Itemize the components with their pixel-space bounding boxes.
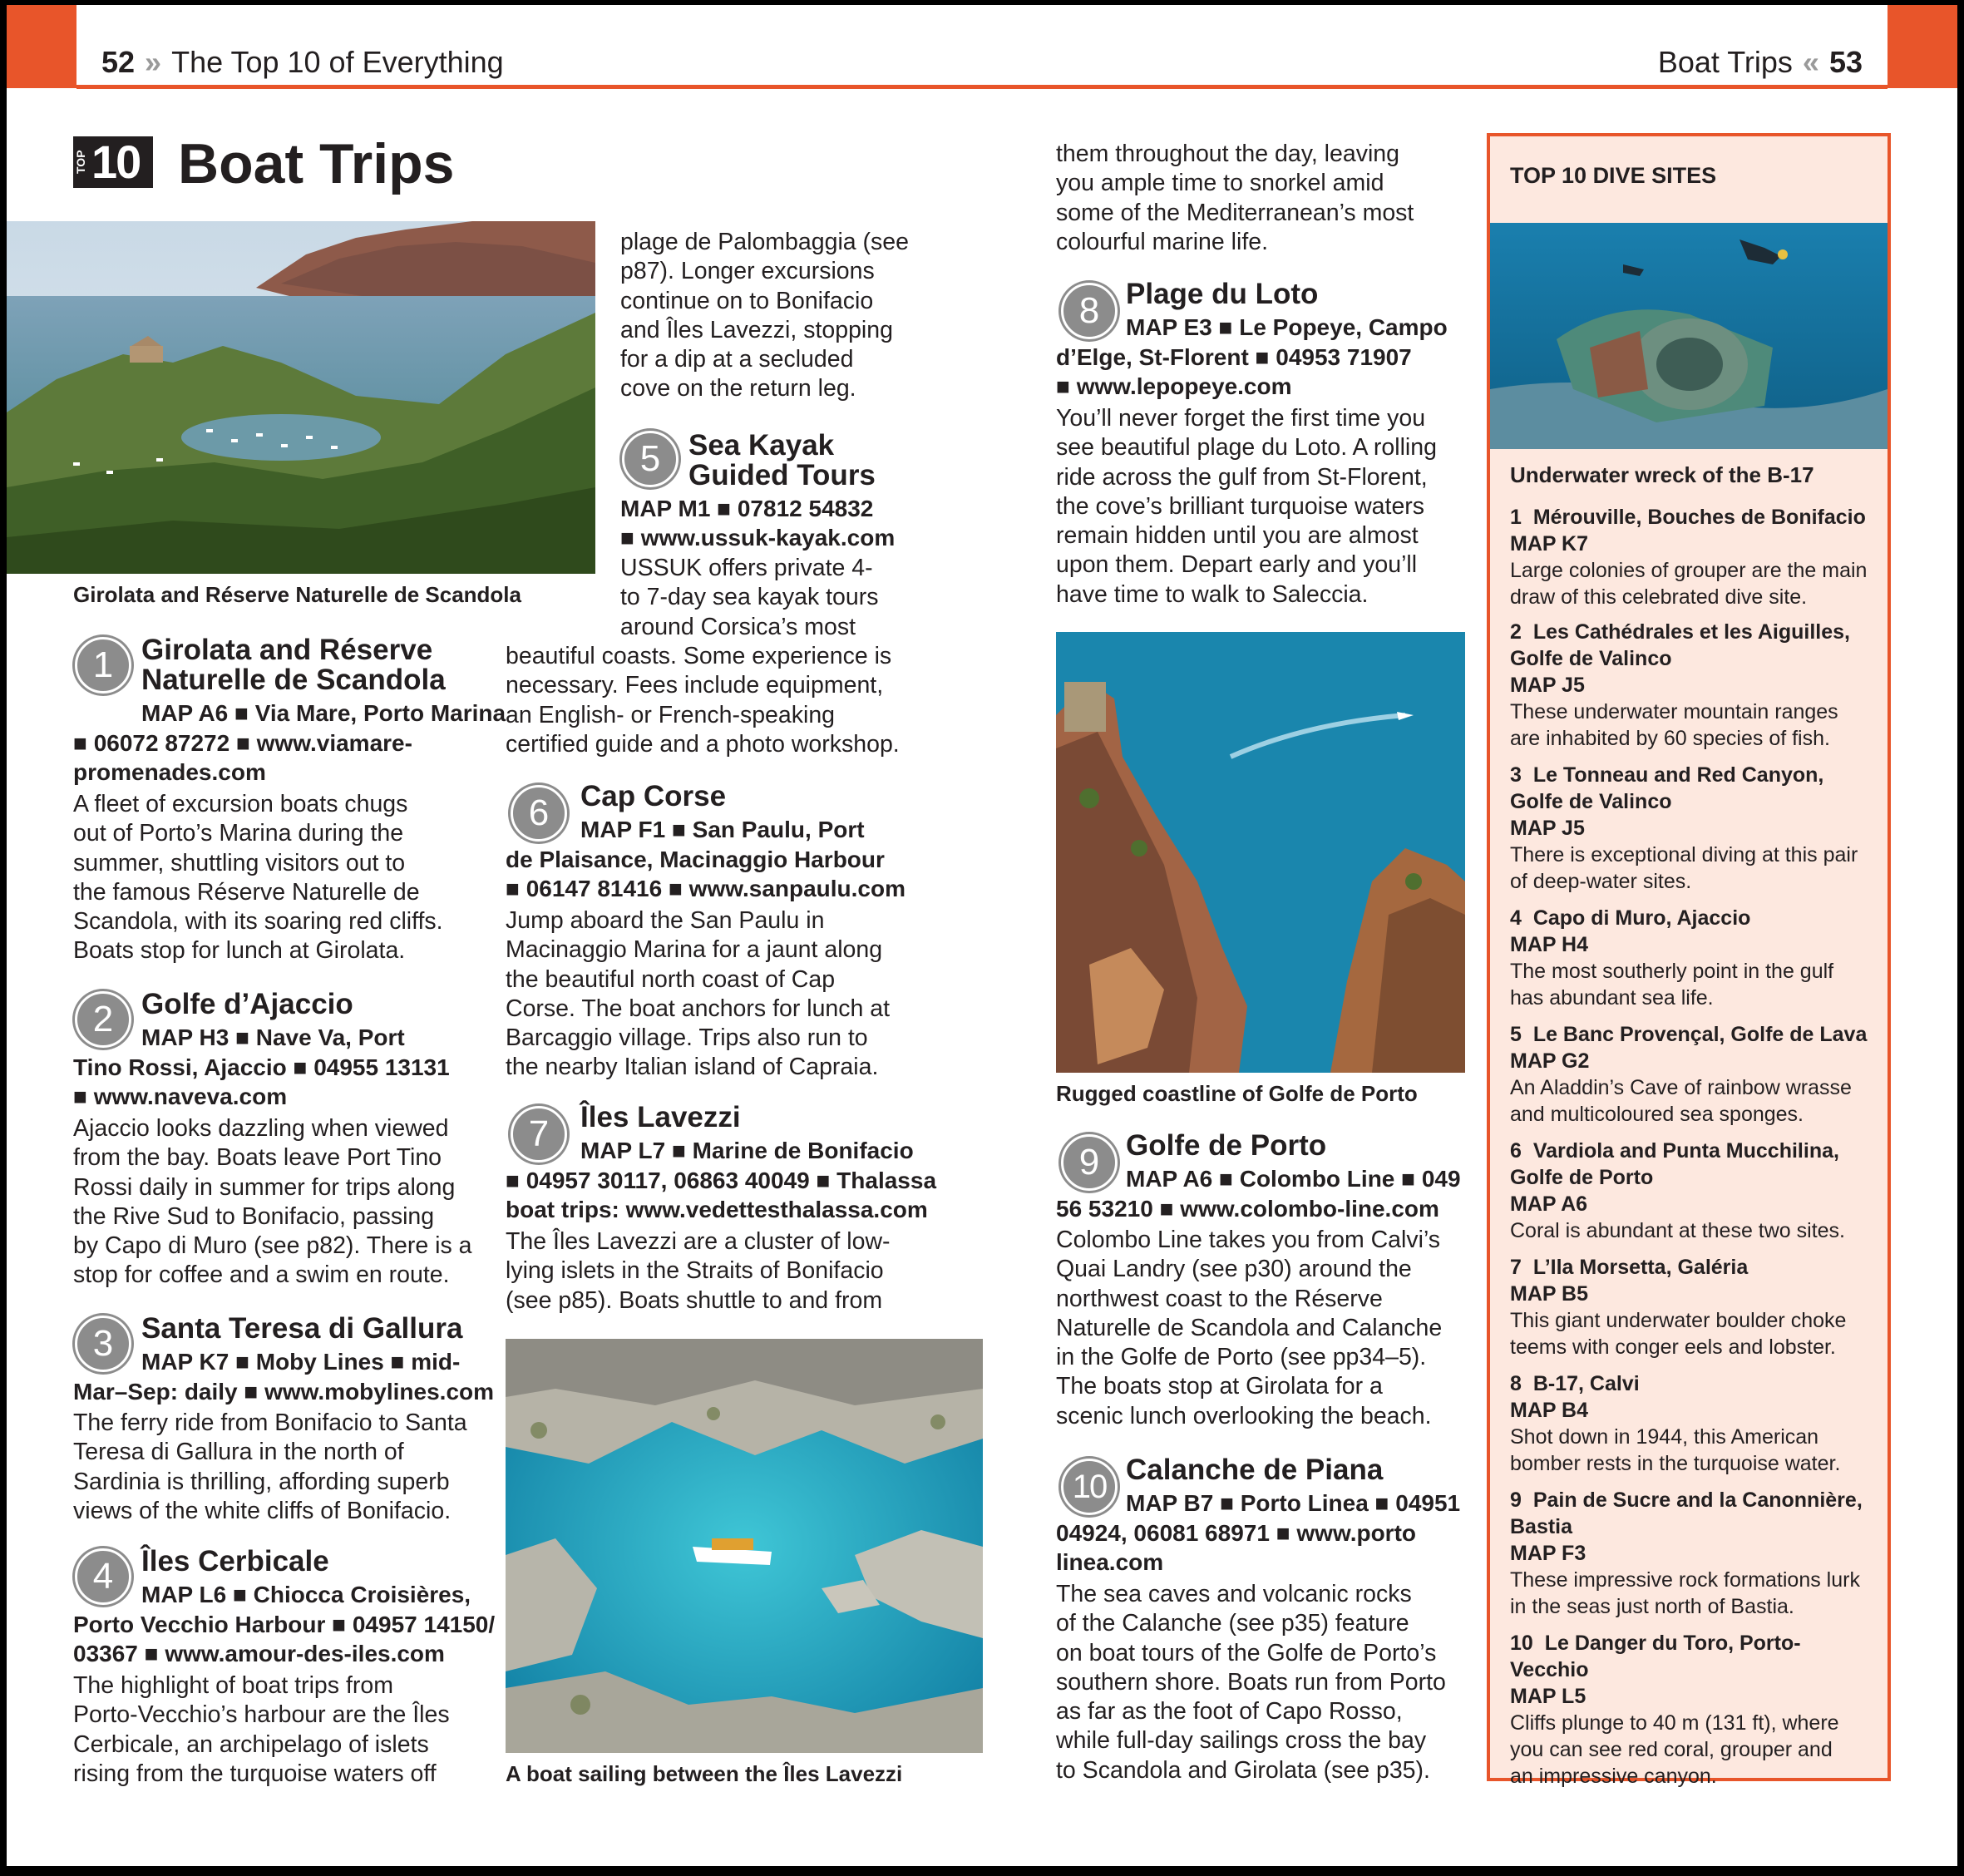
dive-site-name <box>1510 905 1876 931</box>
body-line: upon them. Depart early and you’ll <box>1056 551 1418 579</box>
meta-line: promenades.com <box>73 759 266 786</box>
dive-site-map: MAP A6 <box>1510 1192 1588 1216</box>
body-line: remain hidden until you are almost <box>1056 522 1419 550</box>
dive-site-7 <box>1510 1254 1876 1360</box>
dive-site-number: 2 <box>1510 620 1522 644</box>
dive-site-6 <box>1510 1138 1876 1244</box>
top10-logo-top: TOP <box>74 150 87 175</box>
body-line: Jump aboard the San Paulu in <box>506 907 825 934</box>
dive-site-map: MAP B4 <box>1510 1399 1589 1422</box>
body-line: rising from the turquoise waters off <box>73 1760 437 1787</box>
dive-site-name-text: Golfe de Valinco <box>1510 790 1672 813</box>
dive-site-4 <box>1510 905 1876 1011</box>
body-line: Teresa di Gallura in the north of <box>73 1439 404 1466</box>
body-line: beautiful coasts. Some experience is <box>506 643 892 669</box>
entry-title-line: Guided Tours <box>688 459 876 491</box>
dive-site-name-text: Capo di Muro, Ajaccio <box>1532 906 1751 930</box>
entry-body <box>506 906 971 1083</box>
body-line: while full-day sailings cross the bay <box>1056 1727 1427 1755</box>
meta-line: MAP A6 ■ Colombo Line ■ 049 <box>1126 1166 1461 1192</box>
meta-line: d’Elge, St-Florent ■ 04953 71907 <box>1056 344 1412 370</box>
body-line: p87). Longer excursions <box>620 258 875 285</box>
entry-body <box>1056 1226 1472 1431</box>
body-line: continue on to Bonifacio <box>620 287 874 314</box>
meta-line: Mar–Sep: daily ■ www.mobylines.com <box>73 1379 495 1405</box>
meta-line: MAP A6 ■ Via Mare, Porto Marina <box>141 700 506 726</box>
body-line: the nearby Italian island of Capraia. <box>506 1054 879 1081</box>
body-line: Barcaggio village. Trips also run to <box>506 1024 868 1052</box>
body-line: Quai Landry (see p30) around the <box>1056 1256 1412 1283</box>
photo-caption-girolata: Girolata and Réserve Naturelle de Scandola <box>73 582 521 607</box>
entry-number-badge: 10 <box>1061 1459 1118 1515</box>
dive-site-desc: Cliffs plunge to 40 m (131 ft), where <box>1510 1711 1839 1735</box>
entry-meta-cont <box>1056 1194 1472 1223</box>
landscape-illustration <box>7 221 595 574</box>
dive-site-map: MAP L5 <box>1510 1685 1586 1708</box>
body-line: to 7-day sea kayak tours <box>620 584 879 611</box>
entry-title: Plage du Loto <box>1126 278 1319 310</box>
entry-body <box>73 790 522 966</box>
entry-body-wrap <box>620 554 970 642</box>
dive-site-number: 4 <box>1510 906 1522 930</box>
entry-number-badge: 7 <box>511 1106 567 1163</box>
body-line: The Îles Lavezzi are a cluster of low- <box>506 1228 891 1255</box>
entry-body <box>1056 1580 1472 1785</box>
body-line: Scandola, with its soaring red cliffs. <box>73 908 443 936</box>
dive-site-desc: Coral is abundant at these two sites. <box>1510 1219 1846 1242</box>
body-line: The ferry ride from Bonifacio to Santa <box>73 1409 467 1436</box>
dive-site-name-text: Bastia <box>1510 1515 1573 1538</box>
entry-meta <box>1126 1164 1475 1193</box>
entry-meta <box>620 494 970 553</box>
meta-line: 56 53210 ■ www.colombo-line.com <box>1056 1196 1439 1222</box>
body-line: around Corsica’s most <box>620 613 856 640</box>
photo-caption-porto: Rugged coastline of Golfe de Porto <box>1056 1081 1418 1106</box>
meta-line: Porto Vecchio Harbour ■ 04957 14150/ <box>73 1612 496 1637</box>
top10-logo <box>73 136 153 188</box>
entry-number-badge: 8 <box>1061 283 1118 339</box>
body-line: southern shore. Boats run from Porto <box>1056 1668 1446 1696</box>
dive-site-desc: These impressive rock formations lurk <box>1510 1568 1860 1592</box>
body-line: necessary. Fees include equipment, <box>506 672 884 699</box>
photo-b17-wreck <box>1490 223 1888 449</box>
entry-meta <box>1126 313 1475 342</box>
entry-number-badge: 9 <box>1061 1134 1118 1191</box>
page-number-right: 53 <box>1828 45 1863 79</box>
body-line: have time to walk to Saleccia. <box>1056 580 1369 608</box>
entry-meta-cont <box>73 1377 522 1406</box>
entry-number-badge: 6 <box>511 785 567 842</box>
dive-site-name-text: B-17, Calvi <box>1532 1372 1640 1395</box>
entry-number-badge: 2 <box>75 991 131 1048</box>
body-line: an English- or French-speaking <box>506 701 836 728</box>
body-line: Sardinia is thrilling, affording superb <box>73 1468 450 1495</box>
dive-site-name-text: Le Danger du Toro, Porto-Vecchio <box>1510 1632 1801 1681</box>
body-line: see beautiful plage du Loto. A rolling <box>1056 434 1437 462</box>
entry-meta <box>580 815 980 844</box>
wreck-illustration <box>1490 223 1888 449</box>
dive-site-number: 1 <box>1510 506 1522 529</box>
meta-line: MAP E3 ■ Le Popeye, Campo <box>1126 314 1448 340</box>
body-line: by Capo di Muro (see p82). There is a <box>73 1232 472 1260</box>
dive-site-5 <box>1510 1021 1876 1128</box>
dive-site-desc: This giant underwater boulder choke <box>1510 1309 1847 1332</box>
dive-site-name <box>1510 1021 1876 1048</box>
entry-body <box>73 1671 522 1789</box>
meta-line: MAP F1 ■ San Paulu, Port <box>580 817 865 842</box>
dive-site-name-text: Golfe de Valinco <box>1510 647 1672 670</box>
entry-title-line: Girolata and Réserve <box>141 634 433 666</box>
entry-title-line: Sea Kayak <box>688 429 835 462</box>
body-line: as far as the foot of Capo Rosso, <box>1056 1698 1403 1725</box>
body-line: the Rive Sud to Bonifacio, passing <box>73 1202 435 1230</box>
body-line: stop for coffee and a swim en route. <box>73 1261 450 1289</box>
dive-site-desc: and multicoloured sea sponges. <box>1510 1103 1804 1126</box>
body-line: in the Golfe de Porto (see pp34–5). <box>1056 1344 1427 1371</box>
body-line: Ajaccio looks dazzling when viewed <box>73 1115 449 1142</box>
body-line: You’ll never forget the first time you <box>1056 405 1426 432</box>
body-line: colourful marine life. <box>1056 228 1269 255</box>
dive-site-name <box>1510 1138 1876 1164</box>
dive-site-desc: These underwater mountain ranges <box>1510 700 1838 723</box>
body-line: them throughout the day, leaving <box>1056 141 1399 167</box>
entry-body <box>1056 404 1472 610</box>
body-line: some of the Mediterranean’s most <box>1056 199 1414 226</box>
dive-site-name-text: Le Banc Provençal, Golfe de Lava <box>1532 1023 1868 1046</box>
dive-site-name <box>1510 1254 1876 1281</box>
entry-meta-cont <box>73 1610 539 1669</box>
body-line: the famous Réserve Naturelle de <box>73 878 420 906</box>
book-spread <box>7 5 1957 1866</box>
dive-site-desc: An Aladdin’s Cave of rainbow wrasse <box>1510 1076 1852 1099</box>
continued-text-col2 <box>620 228 920 404</box>
meta-line: 03367 ■ www.amour-des-iles.com <box>73 1641 445 1667</box>
dive-site-name-text: Mérouville, Bouches de Bonifacio <box>1532 506 1866 529</box>
body-line: Corse. The boat anchors for lunch at <box>506 995 891 1022</box>
body-line: A fleet of excursion boats chugs <box>73 791 408 817</box>
meta-line: MAP B7 ■ Porto Linea ■ 04951 <box>1126 1490 1461 1516</box>
meta-line: MAP M1 ■ 07812 54832 <box>620 496 874 521</box>
dive-site-name-text: Le Tonneau and Red Canyon, <box>1532 763 1824 787</box>
entry-title-line: Naturelle de Scandola <box>141 664 446 696</box>
page-title: Boat Trips <box>178 132 455 195</box>
dive-site-number: 7 <box>1510 1256 1522 1279</box>
entry-meta-cont <box>1056 343 1472 402</box>
islands-illustration <box>506 1339 983 1753</box>
meta-line: de Plaisance, Macinaggio Harbour <box>506 847 885 872</box>
dive-site-desc: bomber rests in the turquoise water. <box>1510 1452 1841 1475</box>
body-line: Rossi daily in summer for trips along <box>73 1173 456 1201</box>
entry-meta <box>580 1136 980 1165</box>
entry-meta-cont <box>506 1166 988 1225</box>
dive-site-2 <box>1510 619 1876 752</box>
entry-meta-cont <box>73 728 522 787</box>
entry-number-badge: 4 <box>75 1548 131 1605</box>
body-line: the beautiful north coast of Cap <box>506 965 836 993</box>
body-line: The highlight of boat trips from <box>73 1672 393 1699</box>
dive-site-map: MAP B5 <box>1510 1282 1589 1306</box>
meta-line: boat trips: www.vedettesthalassa.com <box>506 1197 928 1223</box>
dive-site-name <box>1510 504 1876 531</box>
entry-body <box>506 642 971 759</box>
meta-line: ■ 06147 81416 ■ www.sanpaulu.com <box>506 876 906 902</box>
entry-title: Îles Lavezzi <box>580 1101 741 1133</box>
body-line: Cerbicale, an archipelago of islets <box>73 1730 429 1758</box>
body-line: views of the white cliffs of Bonifacio. <box>73 1497 452 1524</box>
dive-site-map: MAP G2 <box>1510 1049 1590 1073</box>
body-line: certified guide and a photo workshop. <box>506 730 900 758</box>
meta-line: MAP K7 ■ Moby Lines ■ mid- <box>141 1349 461 1375</box>
dive-site-number: 8 <box>1510 1372 1522 1395</box>
meta-line: ■ www.lepopeye.com <box>1056 373 1292 400</box>
body-line: lying islets in the Straits of Bonifacio <box>506 1257 884 1285</box>
header-accent-left <box>7 5 76 88</box>
entry-meta <box>1126 1488 1475 1518</box>
dive-site-desc: draw of this celebrated dive site. <box>1510 585 1808 609</box>
running-head-right <box>1658 45 1863 80</box>
section-title-left: The Top 10 of Everything <box>171 45 504 79</box>
body-line: from the bay. Boats leave Port Tino <box>73 1144 442 1172</box>
header-rule <box>76 85 1888 89</box>
body-line: of the Calanche (see p35) feature <box>1056 1610 1409 1637</box>
entry-meta-cont <box>506 845 971 904</box>
coastline-illustration <box>1056 632 1465 1073</box>
header-accent-right <box>1888 5 1957 88</box>
body-line: on boat tours of the Golfe de Porto’s <box>1056 1639 1437 1666</box>
body-line: cove on the return leg. <box>620 375 856 402</box>
dive-site-name-text: Les Cathédrales et les Aiguilles, <box>1532 620 1850 644</box>
meta-line: linea.com <box>1056 1549 1164 1576</box>
dive-site-name-text: L’Ila Morsetta, Galéria <box>1532 1256 1749 1279</box>
entry-number-badge: 3 <box>75 1316 131 1372</box>
photo-caption-lavezzi: A boat sailing between the Îles Lavezzi <box>506 1761 903 1786</box>
body-line: and Îles Lavezzi, stopping <box>620 316 893 343</box>
meta-line: ■ www.naveva.com <box>73 1084 288 1110</box>
dive-site-desc: of deep-water sites. <box>1510 870 1692 893</box>
dive-site-number: 10 <box>1510 1632 1533 1655</box>
body-line: The sea caves and volcanic rocks <box>1056 1581 1412 1607</box>
dive-site-name <box>1510 1370 1876 1397</box>
photo-lavezzi <box>506 1339 983 1753</box>
dive-site-desc: an impressive canyon. <box>1510 1765 1717 1788</box>
entry-meta-cont <box>1056 1518 1472 1577</box>
dive-site-name <box>1510 619 1876 645</box>
dive-site-name-text: Golfe de Porto <box>1510 1166 1654 1189</box>
body-line: to Scandola and Girolata (see p35). <box>1056 1756 1430 1784</box>
body-line: Boats stop for lunch at Girolata. <box>73 937 406 965</box>
dive-site-desc: Large colonies of grouper are the main <box>1510 559 1868 582</box>
page-number-left: 52 <box>101 45 136 79</box>
entry-body <box>73 1409 522 1526</box>
double-arrow-left-icon: « <box>1802 45 1819 79</box>
dive-site-desc: teems with conger eels and lobster. <box>1510 1335 1836 1359</box>
entry-body <box>73 1114 522 1291</box>
body-line: Macinaggio Marina for a jaunt along <box>506 936 883 964</box>
dive-site-8 <box>1510 1370 1876 1477</box>
entry-number-badge: 5 <box>622 431 679 487</box>
section-title-right: Boat Trips <box>1657 45 1793 79</box>
entry-title <box>141 635 446 695</box>
body-line: for a dip at a secluded <box>620 346 854 373</box>
continued-text-col3 <box>1056 140 1455 257</box>
meta-line: MAP L7 ■ Marine de Bonifacio <box>580 1138 914 1163</box>
entry-title <box>688 431 876 491</box>
dive-site-1 <box>1510 504 1876 610</box>
dive-site-desc: you can see red coral, grouper and <box>1510 1738 1833 1761</box>
body-line: out of Porto’s Marina during the <box>73 820 404 847</box>
dive-site-name-text: Pain de Sucre and la Canonnière, <box>1532 1488 1863 1512</box>
body-line: (see p85). Boats shuttle to and from <box>506 1286 883 1314</box>
dive-site-desc: in the seas just north of Bastia. <box>1510 1595 1794 1618</box>
dive-site-desc: There is exceptional diving at this pair <box>1510 843 1858 866</box>
dive-site-name <box>1510 1487 1876 1513</box>
entry-number-badge: 1 <box>75 637 131 694</box>
entry-title: Calanche de Piana <box>1126 1454 1384 1486</box>
dive-site-desc: are inhabited by 60 species of fish. <box>1510 727 1830 750</box>
meta-line: ■ 04957 30117, 06863 40049 ■ Thalassa <box>506 1168 937 1193</box>
dive-site-name <box>1510 762 1876 788</box>
dive-site-map: MAP H4 <box>1510 933 1589 956</box>
dive-sites-sidebar <box>1487 133 1891 1788</box>
body-line: Colombo Line takes you from Calvi’s <box>1056 1227 1441 1253</box>
entry-title: Îles Cerbicale <box>141 1545 329 1577</box>
dive-site-number: 3 <box>1510 763 1522 787</box>
body-line: USSUK offers private 4- <box>620 555 873 581</box>
body-line: scenic lunch overlooking the beach. <box>1056 1402 1432 1429</box>
meta-line: ■ 06072 87272 ■ www.viamare- <box>73 730 412 756</box>
dive-site-map: MAP F3 <box>1510 1542 1586 1565</box>
dive-site-name-text: Vardiola and Punta Mucchilina, <box>1532 1139 1839 1163</box>
sidebar-photo-caption: Underwater wreck of the B-17 <box>1510 462 1814 487</box>
entry-meta-cont <box>73 1053 522 1112</box>
dive-site-desc: Shot down in 1944, this American <box>1510 1425 1819 1449</box>
running-head-left <box>101 45 504 80</box>
meta-line: MAP H3 ■ Nave Va, Port <box>141 1024 405 1050</box>
entry-title: Golfe d’Ajaccio <box>141 988 353 1020</box>
dive-site-desc: The most southerly point in the gulf <box>1510 960 1834 983</box>
body-line: you ample time to snorkel amid <box>1056 170 1384 197</box>
body-line: Porto-Vecchio’s harbour are the Îles <box>73 1701 450 1729</box>
dive-site-number: 6 <box>1510 1139 1522 1163</box>
body-line: the cove’s brilliant turquoise waters <box>1056 492 1425 520</box>
entry-title: Cap Corse <box>580 780 727 812</box>
dive-site-map: MAP J5 <box>1510 817 1585 840</box>
dive-site-map: MAP K7 <box>1510 532 1589 555</box>
dive-site-number: 9 <box>1510 1488 1522 1512</box>
dive-site-9 <box>1510 1487 1876 1620</box>
dive-site-number: 5 <box>1510 1023 1522 1046</box>
body-line: summer, shuttling visitors out to <box>73 849 406 876</box>
dive-site-10 <box>1510 1630 1876 1790</box>
body-line: plage de Palombaggia (see <box>620 229 909 255</box>
sidebar-title: TOP 10 DIVE SITES <box>1510 163 1717 188</box>
photo-porto <box>1056 632 1465 1073</box>
dive-site-map: MAP J5 <box>1510 674 1585 697</box>
top10-logo-ten: 10 <box>91 136 141 188</box>
dive-site-name <box>1510 1630 1876 1683</box>
entry-title: Golfe de Porto <box>1126 1129 1327 1162</box>
meta-line: MAP L6 ■ Chiocca Croisières, <box>141 1582 471 1607</box>
body-line: northwest coast to the Réserve <box>1056 1285 1383 1312</box>
meta-line: Tino Rossi, Ajaccio ■ 04955 13131 <box>73 1054 450 1080</box>
dive-site-desc: has abundant sea life. <box>1510 986 1714 1010</box>
entry-body <box>506 1227 971 1316</box>
body-line: ride across the gulf from St-Florent, <box>1056 463 1428 491</box>
double-arrow-right-icon: » <box>145 45 162 79</box>
entry-title: Santa Teresa di Gallura <box>141 1312 463 1345</box>
meta-line: ■ www.ussuk-kayak.com <box>620 525 896 551</box>
meta-line: 04924, 06081 68971 ■ www.porto <box>1056 1520 1417 1546</box>
body-line: Naturelle de Scandola and Calanche <box>1056 1314 1443 1341</box>
photo-girolata <box>7 221 595 574</box>
dive-site-3 <box>1510 762 1876 895</box>
body-line: The boats stop at Girolata for a <box>1056 1373 1383 1400</box>
